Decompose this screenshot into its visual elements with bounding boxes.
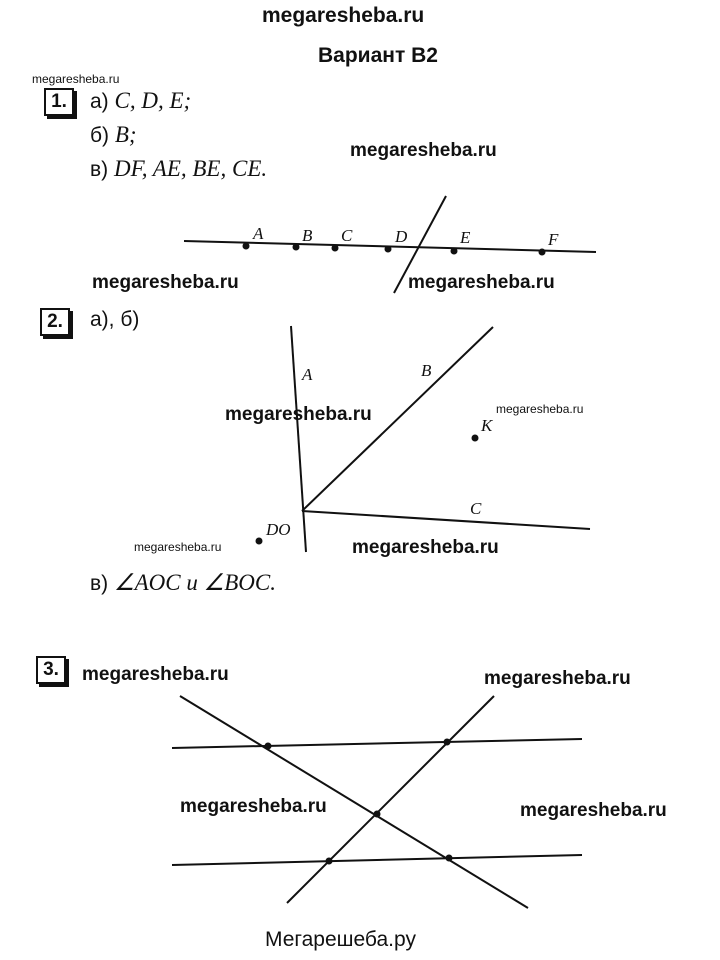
point-f (539, 249, 546, 256)
label-ray-a: A (302, 365, 313, 384)
watermark-small: megaresheba.ru (134, 540, 222, 554)
point-b (293, 244, 300, 251)
intersection-point (265, 743, 272, 750)
point-a (243, 243, 250, 250)
watermark-small: megaresheba.ru (496, 402, 584, 416)
point-k (472, 435, 479, 442)
task1-a-prefix: а) (90, 90, 109, 113)
watermark: megaresheba.ru (520, 800, 667, 821)
intersection-point (326, 858, 333, 865)
task1-c-prefix: в) (90, 158, 109, 181)
task-number-1: 1. (44, 88, 74, 116)
point-d-outside (256, 538, 263, 545)
line-oa (291, 326, 306, 552)
task-number-2: 2. (40, 308, 70, 336)
figure-2 (291, 326, 590, 552)
watermark: megaresheba.ru (350, 140, 497, 161)
label-ray-c: C (470, 499, 482, 518)
label-f: F (548, 230, 559, 249)
intersection-point (444, 739, 451, 746)
label-a: A (253, 224, 264, 243)
task2-c-value: ∠AOC и ∠BOC. (114, 570, 276, 595)
label-c: C (341, 226, 353, 245)
intersection-point (446, 855, 453, 862)
figure-3 (172, 696, 582, 908)
watermark: megaresheba.ru (92, 272, 239, 293)
intersection-point (374, 811, 381, 818)
point-c (332, 245, 339, 252)
parallel-line-top (172, 739, 582, 748)
task2-answer-ab: а), б) (90, 308, 140, 331)
ray-oc (302, 511, 590, 529)
task1-c-value: DF, AE, BE, CE. (114, 156, 268, 181)
transversal-1 (180, 696, 528, 908)
label-ray-b: B (421, 361, 432, 380)
task1-a-value: C, D, E; (114, 88, 192, 113)
transversal-2 (287, 696, 494, 903)
variant-title: Вариант В2 (318, 44, 438, 67)
task1-b-value: B; (114, 122, 137, 147)
watermark: megaresheba.ru (82, 664, 229, 685)
task-number-3: 3. (36, 656, 66, 684)
footer-site-name: Мегарешеба.ру (265, 928, 416, 951)
watermark: megaresheba.ru (408, 272, 555, 293)
task1-b-prefix: б) (90, 124, 110, 147)
watermark: megaresheba.ru (225, 404, 372, 425)
label-do: DO (266, 520, 291, 539)
label-b: B (302, 226, 313, 245)
point-d (385, 246, 392, 253)
watermark: megaresheba.ru (484, 668, 631, 689)
ray-ob (302, 327, 493, 511)
watermark: megaresheba.ru (180, 796, 327, 817)
label-d: D (395, 227, 408, 246)
label-point-k: K (481, 416, 493, 435)
point-e (451, 248, 458, 255)
site-watermark-top: megaresheba.ru (262, 4, 425, 27)
parallel-line-bottom (172, 855, 582, 865)
label-e: E (460, 228, 471, 247)
task2-c-prefix: в) (90, 572, 109, 595)
watermark: megaresheba.ru (352, 537, 499, 558)
watermark-small: megaresheba.ru (32, 72, 120, 86)
